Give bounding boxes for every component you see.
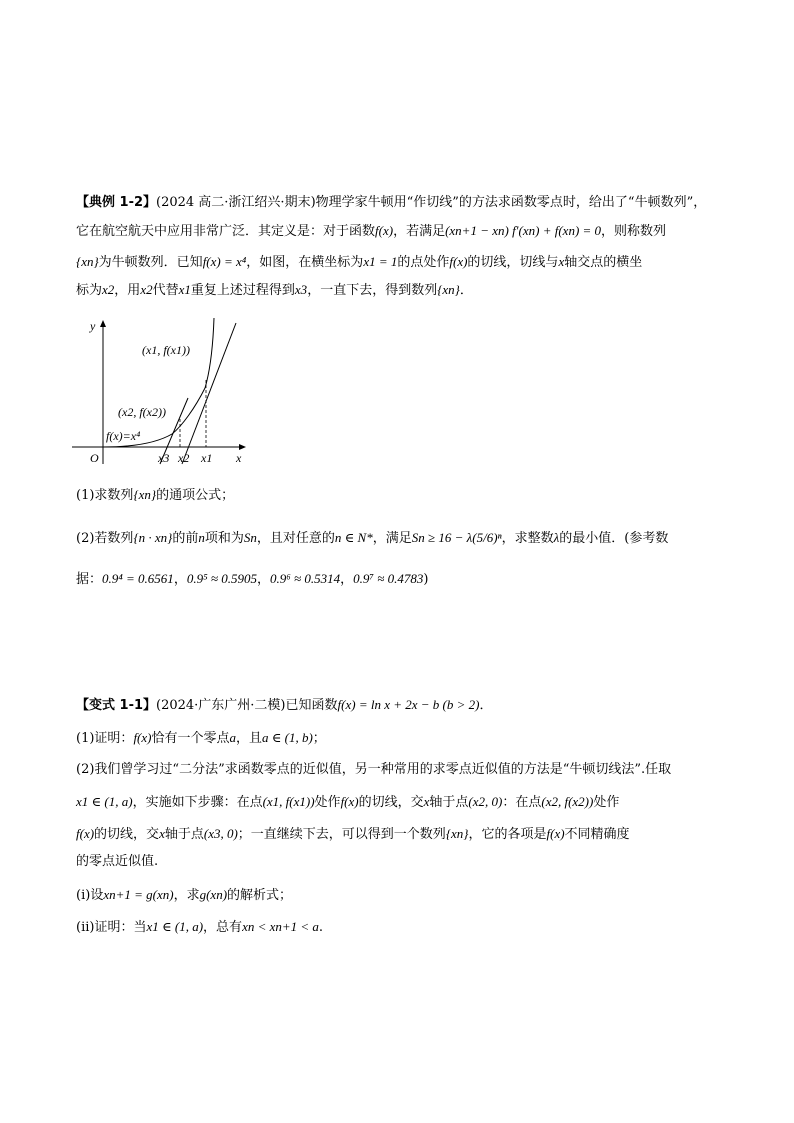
question-number: (1) (76, 731, 95, 746)
text: 据： (76, 572, 103, 587)
text: ． (479, 698, 493, 713)
text: 处作 (314, 795, 341, 810)
text: 的点处作 (397, 255, 450, 270)
text: 轴于点 (429, 795, 469, 810)
text: ) (423, 572, 429, 587)
math-x1-range: x1 ∈ (1, a) (146, 919, 204, 934)
point-1-label: (x1, f(x1)) (142, 343, 190, 357)
text: ；一直继续下去，可以得到一个数列 (237, 827, 446, 842)
text: 轴于点 (164, 827, 204, 842)
example-tag: 【典例 1-2】 (76, 195, 157, 210)
math-n-in-N: n ∈ N* (334, 530, 373, 545)
question-1 (76, 486, 736, 505)
tick-x2: x2 (178, 451, 190, 465)
math-fx: f(x) (133, 730, 152, 745)
text: 标为 (76, 283, 103, 298)
text: 不同精确度 (564, 827, 630, 842)
question-number: (1) (76, 488, 95, 503)
text: 的前 (172, 531, 199, 546)
curve-label: f(x)=x⁴ (106, 429, 141, 443)
x-axis-arrow-icon (239, 444, 246, 450)
text: ，求 (173, 888, 200, 903)
text: 项和为 (204, 531, 244, 546)
text: 我们曾学习过“二分法”求函数零点的近似值，另一种常用的求零点近似值的方法是“牛顿切线法”.任取 (94, 762, 672, 777)
text: 若数列 (94, 531, 134, 546)
text: 的解析式； (227, 888, 293, 903)
question-number: (ii) (76, 920, 95, 935)
text: ，求整数 (501, 531, 554, 546)
text: ，若满足 (393, 224, 446, 239)
variant-sub-ii (76, 918, 736, 937)
text: ，则称数列 (601, 224, 667, 239)
text: 的最小值．(参考数 (559, 531, 669, 546)
question-number: (2) (76, 531, 95, 546)
text: 的零点近似值. (76, 854, 159, 869)
math-g: g(xn) (199, 887, 228, 902)
math-fx: f(x) (449, 254, 468, 269)
math-x2: x2 (102, 282, 115, 297)
text: ， (256, 572, 270, 587)
variant-tag: 【变式 1-1】 (76, 698, 157, 713)
question-2 (76, 529, 736, 548)
math-x1: x1 (178, 282, 191, 297)
text: 它在航空航天中应用非常广泛．其定义是：对于函数 (76, 224, 376, 239)
tick-x3: x3 (158, 451, 170, 465)
text: ． (459, 283, 473, 298)
math-point: (x3, 0) (203, 826, 238, 841)
y-axis-arrow-icon (100, 320, 106, 327)
math-value: 0.9⁷ ≈ 0.4783 (353, 571, 424, 586)
math-recurrence: xn+1 = g(xn) (103, 887, 174, 902)
variant-part-2-line-2 (76, 793, 736, 812)
math-point: (x2, f(x2)) (541, 794, 594, 809)
text: ， (173, 572, 187, 587)
variant-source: (2024·广东广州·二模) (156, 698, 286, 713)
math-x3: x3 (294, 282, 308, 297)
curve-x4 (103, 318, 214, 447)
example-line-1 (76, 194, 736, 212)
math-seq: {n · xn} (133, 530, 173, 545)
tangent-line-1 (182, 323, 236, 464)
tick-x1: x1 (201, 451, 213, 465)
math-seq: {xn} (445, 826, 469, 841)
math-lambda: λ (553, 530, 560, 545)
variant-sub-i (76, 886, 736, 905)
text: 恰有一个零点 (151, 731, 230, 746)
example-source: (2024 高二·浙江绍兴·期末) (156, 195, 316, 210)
text: 证明：当 (94, 920, 147, 935)
example-line-2 (76, 222, 736, 241)
math-value: 0.9⁴ = 0.6561 (102, 571, 174, 586)
variant-part-2-line-4 (76, 853, 736, 871)
math-x: x (558, 254, 565, 269)
text: ， (340, 572, 354, 587)
math-inequality: xn < xn+1 < a (242, 919, 319, 934)
example-line-3 (76, 253, 736, 272)
math-x2: x2 (140, 282, 153, 297)
text: ，它的各项是 (468, 827, 547, 842)
math-fx: f(x) (375, 223, 394, 238)
math-x: x (159, 826, 165, 841)
text: ，且对任意的 (256, 531, 335, 546)
text: 重复上述过程得到 (190, 283, 295, 298)
text: 轴交点的横坐 (564, 255, 643, 270)
text: ，一直下去，得到数列 (307, 283, 438, 298)
question-number: (2) (76, 762, 95, 777)
text: 求数列 (94, 488, 134, 503)
math-fx: f(x) (76, 826, 95, 841)
variant-part-2 (76, 761, 736, 779)
question-number: (i) (76, 888, 91, 903)
text: ，总有 (203, 920, 243, 935)
math-fx: f(x) (340, 794, 359, 809)
math-n: n (198, 530, 205, 545)
variant-line-1 (76, 696, 736, 715)
text: ，用 (114, 283, 141, 298)
text: 证明： (94, 731, 134, 746)
math-value: 0.9⁵ ≈ 0.5905 (186, 571, 257, 586)
math-x: x (423, 794, 430, 809)
variant-part-1 (76, 729, 736, 748)
text: 为牛顿数列．已知 (98, 255, 203, 270)
example-text: 物理学家牛顿用“作切线”的方法求函数零点时，给出了“牛顿数列”， (315, 195, 707, 210)
math-value: 0.9⁶ ≈ 0.5314 (270, 571, 341, 586)
math-range: a ∈ (1, b) (262, 730, 313, 745)
text: ，实施如下步骤：在点 (132, 795, 263, 810)
text: ，且 (236, 731, 263, 746)
math-function: f(x) = ln x + 2x − b (b > 2) (337, 697, 480, 712)
math-inequality: Sn ≥ 16 − λ(5/6)ⁿ (411, 530, 502, 545)
text: 处作 (593, 795, 620, 810)
math-point: (x2, 0) (468, 794, 503, 809)
math-x1-range: x1 ∈ (1, a) (76, 794, 133, 809)
math-seq: {xn} (437, 282, 460, 297)
text: 设 (90, 888, 104, 903)
y-label: y (90, 319, 96, 333)
math-seq: {xn} (76, 254, 99, 269)
math-fx4: f(x) = x⁴ (202, 254, 247, 269)
math-seq: {xn} (133, 487, 157, 502)
point-2-label: (x2, f(x2)) (118, 405, 166, 419)
text: 的切线，交 (358, 795, 424, 810)
text: 的切线，切线与 (467, 255, 559, 270)
math-sn: Sn (243, 530, 257, 545)
text: 的切线，交 (94, 827, 160, 842)
math-fx: f(x) (546, 826, 565, 841)
x-label: x (236, 451, 242, 465)
text: . (318, 920, 324, 935)
math-a: a (229, 730, 236, 745)
text: ：在点 (502, 795, 542, 810)
origin-label: O (90, 451, 99, 465)
text: ； (312, 731, 326, 746)
example-line-4 (76, 281, 736, 300)
math-x1: x1 = 1 (363, 254, 398, 269)
tangent-figure (70, 316, 252, 470)
text: 代替 (152, 283, 179, 298)
text: ，如图，在横坐标为 (246, 255, 364, 270)
text: 的通项公式； (156, 488, 235, 503)
variant-part-2-line-3 (76, 825, 736, 844)
math-newton-formula: (xn+1 − xn) f′(xn) + f(xn) = 0 (445, 223, 602, 238)
question-2-cont (76, 570, 736, 589)
text: ，满足 (372, 531, 412, 546)
text: 已知函数 (285, 698, 338, 713)
math-point: (x1, f(x1)) (262, 794, 315, 809)
